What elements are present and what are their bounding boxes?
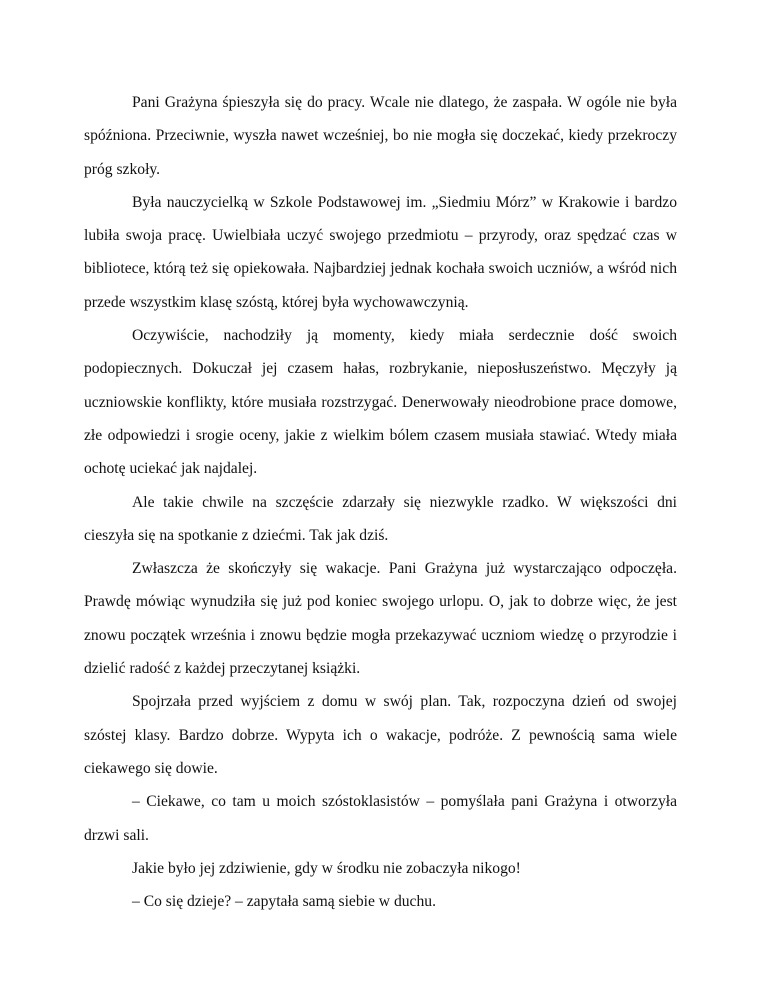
paragraph-1: Pani Grażyna śpieszyła się do pracy. Wcale nie dlatego, że zaspała. W ogóle nie była spóźniona. Przeciwnie, wyszła nawet wcześniej, bo nie mogła się doczekać, kiedy przekroczy próg szkoły. [84, 94, 677, 178]
paragraph-3: Oczywiście, nachodziły ją momenty, kiedy miała serdecznie dość swoich podopiecznych. Dokuczał jej czasem hałas, rozbrykanie, nieposłuszeństwo. Męczyły ją uczniowskie konflikty, które musiała rozstrzygać. Denerwowały nieodrobione prace domowe, złe odpowiedzi i srogie oceny, jakie z wielkim bólem czasem musiała stawiać. Wtedy miała ochotę uciekać jak najdalej. [84, 327, 677, 478]
paragraph-9: – Co się dzieje? – zapytała samą siebie w duchu. [132, 893, 436, 911]
paragraph-5: Zwłaszcza że skończyły się wakacje. Pani Grażyna już wystarczająco odpoczęła. Prawdę mówiąc wynudziła się już pod koniec swojego urlopu. O, jak to dobrze więc, że jest znowu początek września i znowu będzie mogła przekazywać uczniom wiedzę o przyrodzie i dzielić radość z każdej przeczytanej książki. [84, 560, 677, 678]
paragraph-6: Spojrzała przed wyjściem z domu w swój plan. Tak, rozpoczyna dzień od swojej szóstej klasy. Bardzo dobrze. Wypyta ich o wakacje, podróże. Z pewnością sama wiele ciekawego się dowie. [84, 693, 677, 777]
paragraph-7: – Ciekawe, co tam u moich szóstoklasistów – pomyślała pani Grażyna i otworzyła drzwi sali. [84, 793, 677, 844]
document-page [84, 86, 677, 918]
paragraph-8: Jakie było jej zdziwienie, gdy w środku nie zobaczyła nikogo! [132, 859, 521, 877]
paragraph-4: Ale takie chwile na szczęście zdarzały się niezwykle rzadko. W większości dni cieszyła się na spotkanie z dziećmi. Tak jak dziś. [84, 493, 677, 544]
paragraph-2: Była nauczycielką w Szkole Podstawowej im. „Siedmiu Mórz” w Krakowie i bardzo lubiła swoja pracę. Uwielbiała uczyć swojego przedmiotu – przyrody, oraz spędzać czas w bibliotece, którą też się opiekowała. Najbardziej jednak kochała swoich uczniów, a wśród nich przede wszystkim klasę szóstą, której była wychowawczynią. [84, 193, 677, 311]
